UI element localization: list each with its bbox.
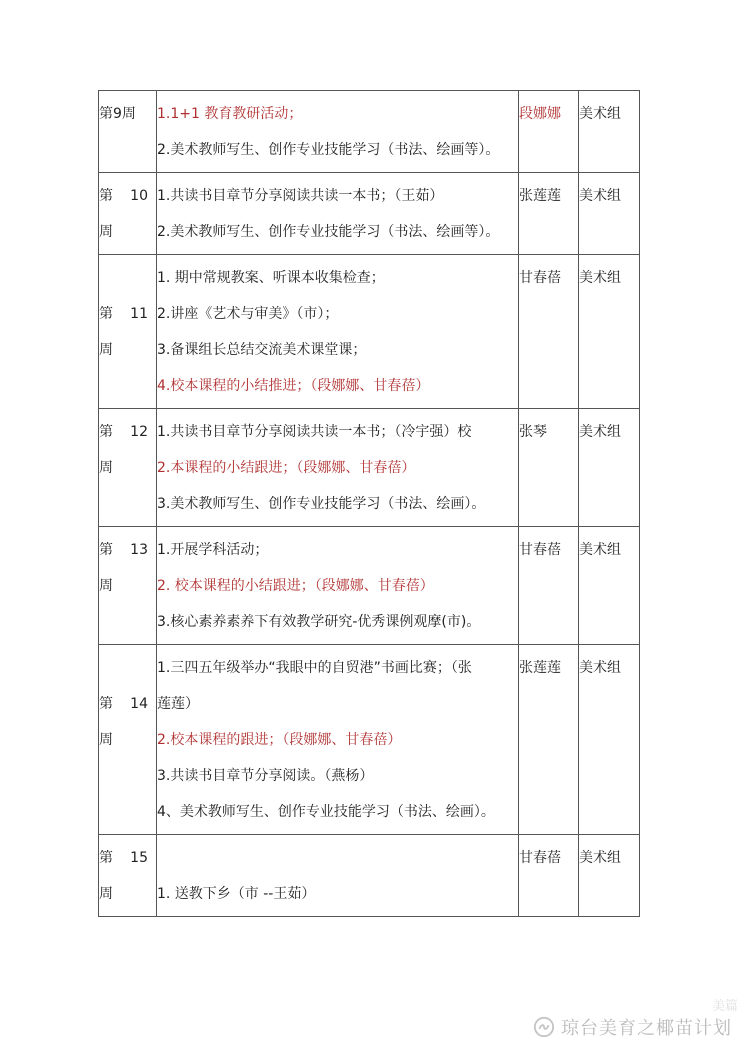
activity-item: 1.共读书目章节分享阅读共读一本书；（王茹） — [157, 188, 444, 204]
content-cell — [157, 409, 519, 527]
person-cell — [519, 835, 579, 917]
group-cell — [579, 255, 640, 409]
week-label — [99, 178, 156, 214]
week-suffix: 周 — [99, 578, 113, 594]
content-cell — [157, 645, 519, 835]
week-label — [99, 532, 156, 568]
week-number: 14 — [130, 696, 148, 712]
week-cell — [99, 173, 157, 255]
activity-item: 4、美术教师写生、创作专业技能学习（书法、绘画）。 — [157, 804, 495, 820]
week-number: 13 — [130, 542, 148, 558]
week-number: 11 — [130, 306, 148, 322]
schedule-table — [98, 90, 640, 917]
person-name: 甘春蓓 — [519, 270, 561, 286]
group-name: 美术组 — [579, 424, 621, 440]
watermark — [533, 1014, 732, 1040]
watermark-top: 美篇 — [711, 999, 738, 1014]
week-prefix: 第 — [99, 424, 113, 440]
week-label — [99, 414, 156, 450]
person-name: 张琴 — [519, 424, 547, 440]
group-name: 美术组 — [579, 188, 621, 204]
week-cell — [99, 645, 157, 835]
week-prefix: 第 — [99, 696, 113, 712]
group-name: 美术组 — [579, 270, 621, 286]
week-label — [99, 840, 156, 876]
content-cell — [157, 835, 519, 917]
person-cell — [519, 91, 579, 173]
week-label: 第9周 — [99, 106, 136, 122]
activity-item: 3.备课组长总结交流美术课堂课； — [157, 342, 367, 358]
week-prefix: 第 — [99, 850, 113, 866]
table-row — [99, 835, 640, 917]
group-cell — [579, 835, 640, 917]
activity-item: 3.美术教师写生、创作专业技能学习（书法、绘画）。 — [157, 496, 486, 512]
week-cell — [99, 835, 157, 917]
person-name: 段娜娜 — [519, 106, 561, 122]
activity-item: 2.美术教师写生、创作专业技能学习（书法、绘画等）。 — [157, 142, 500, 158]
week-cell — [99, 409, 157, 527]
content-cell — [157, 255, 519, 409]
person-cell — [519, 527, 579, 645]
person-cell — [519, 255, 579, 409]
group-cell — [579, 91, 640, 173]
activity-item: 1.1+1 教育教研活动； — [157, 106, 303, 122]
person-name: 张莲莲 — [519, 660, 561, 676]
week-prefix: 第 — [99, 306, 113, 322]
week-prefix: 第 — [99, 542, 113, 558]
activity-item: 1.共读书目章节分享阅读共读一本书；（冷宇强）校 — [157, 424, 472, 440]
activity-item — [157, 840, 518, 876]
week-prefix: 第 — [99, 188, 113, 204]
table-row — [99, 255, 640, 409]
table-row — [99, 173, 640, 255]
group-name: 美术组 — [579, 660, 621, 676]
week-number: 15 — [130, 850, 148, 866]
week-cell — [99, 255, 157, 409]
activity-item: 4.校本课程的小结推进；（段娜娜、甘春蓓） — [157, 378, 430, 394]
group-cell — [579, 645, 640, 835]
wechat-official-account-icon — [533, 1016, 555, 1038]
week-suffix: 周 — [99, 886, 113, 902]
activity-item: 1.开展学科活动； — [157, 542, 269, 558]
activity-item: 1. 期中常规教案、听课本收集检查； — [157, 270, 385, 286]
table-row — [99, 645, 640, 835]
week-label — [99, 686, 156, 722]
activity-item: 2.讲座《艺术与审美》（市）； — [157, 306, 339, 322]
person-name: 甘春蓓 — [519, 850, 561, 866]
content-cell — [157, 91, 519, 173]
week-number: 10 — [130, 188, 148, 204]
week-cell — [99, 91, 157, 173]
person-name: 张莲莲 — [519, 188, 561, 204]
table-row — [99, 527, 640, 645]
week-number: 12 — [130, 424, 148, 440]
watermark-text: 琼台美育之椰苗计划 — [561, 1018, 732, 1039]
content-cell — [157, 527, 519, 645]
activity-item: 2.本课程的小结跟进；（段娜娜、甘春蓓） — [157, 460, 416, 476]
week-suffix: 周 — [99, 460, 113, 476]
table-row — [99, 91, 640, 173]
activity-item: 1.三四五年级举办“我眼中的自贸港”书画比赛；（张 — [157, 660, 472, 676]
group-name: 美术组 — [579, 106, 621, 122]
group-cell — [579, 409, 640, 527]
activity-item: 3.共读书目章节分享阅读。（燕杨） — [157, 768, 374, 784]
group-cell — [579, 173, 640, 255]
person-cell — [519, 645, 579, 835]
week-suffix: 周 — [99, 224, 113, 240]
activity-item: 2.校本课程的跟进；（段娜娜、甘春蓓） — [157, 732, 402, 748]
content-cell — [157, 173, 519, 255]
activity-item: 1. 送教下乡（市 --王茹） — [157, 886, 316, 902]
activity-item: 3.核心素养素养下有效教学研究-优秀课例观摩(市)。 — [157, 614, 481, 630]
week-suffix: 周 — [99, 342, 113, 358]
week-suffix: 周 — [99, 732, 113, 748]
group-name: 美术组 — [579, 542, 621, 558]
activity-item: 2.美术教师写生、创作专业技能学习（书法、绘画等）。 — [157, 224, 500, 240]
person-cell — [519, 409, 579, 527]
activity-item: 2. 校本课程的小结跟进；（段娜娜、甘春蓓） — [157, 578, 434, 594]
activity-item: 莲莲） — [157, 696, 199, 712]
week-label — [99, 296, 156, 332]
person-cell — [519, 173, 579, 255]
week-cell — [99, 527, 157, 645]
group-name: 美术组 — [579, 850, 621, 866]
group-cell — [579, 527, 640, 645]
person-name: 甘春蓓 — [519, 542, 561, 558]
table-row — [99, 409, 640, 527]
